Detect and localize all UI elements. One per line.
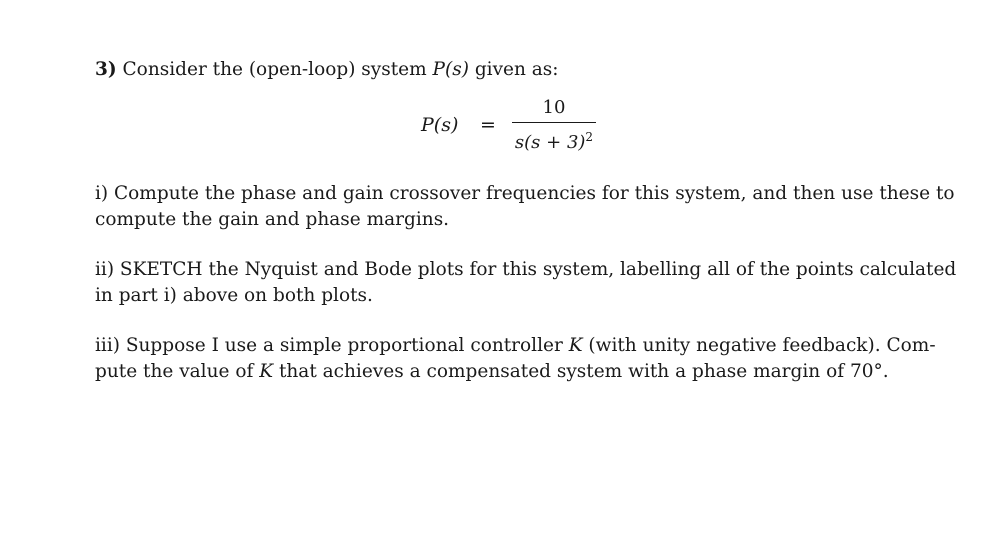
equation-fraction	[512, 96, 596, 154]
denominator-exponent: 2	[585, 130, 594, 144]
part-iii-line-1-prefix: iii) Suppose I use a simple proportional controller	[95, 335, 563, 356]
question-number: 3)	[95, 59, 117, 80]
equation-lhs: P(s)	[421, 114, 459, 136]
part-iii-line-2-suffix: that achieves a compensated system with a phase margin of 70°.	[278, 361, 889, 382]
controller-symbol: K	[568, 335, 583, 356]
equation-numerator: 10	[542, 97, 566, 118]
question-intro-prefix: Consider the (open-loop) system	[122, 59, 427, 80]
part-iii-line-1	[95, 335, 936, 357]
equation-denominator	[512, 126, 596, 154]
part-i-line-1: i) Compute the phase and gain crossover frequencies for this system, and then use these to	[95, 183, 955, 204]
part-i-line-2: compute the gain and phase margins.	[95, 209, 450, 230]
question-intro	[95, 59, 559, 81]
question-intro-suffix: given as:	[474, 59, 559, 80]
equation-equals: =	[480, 114, 496, 136]
part-iii-line-1-suffix: (with unity negative feedback). Com-	[588, 335, 936, 356]
system-symbol: P(s)	[432, 59, 469, 80]
part-ii-line-2: in part i) above on both plots.	[95, 285, 373, 306]
part-iii-line-2	[95, 361, 889, 383]
transfer-function-equation	[0, 96, 983, 156]
part-iii-line-2-prefix: pute the value of	[95, 361, 254, 382]
part-ii-line-1: ii) SKETCH the Nyquist and Bode plots for this system, labelling all of the points calculated	[95, 259, 957, 280]
denominator-base: s(s + 3)	[514, 132, 586, 153]
fraction-bar	[512, 122, 596, 123]
controller-symbol-2: K	[259, 361, 274, 382]
